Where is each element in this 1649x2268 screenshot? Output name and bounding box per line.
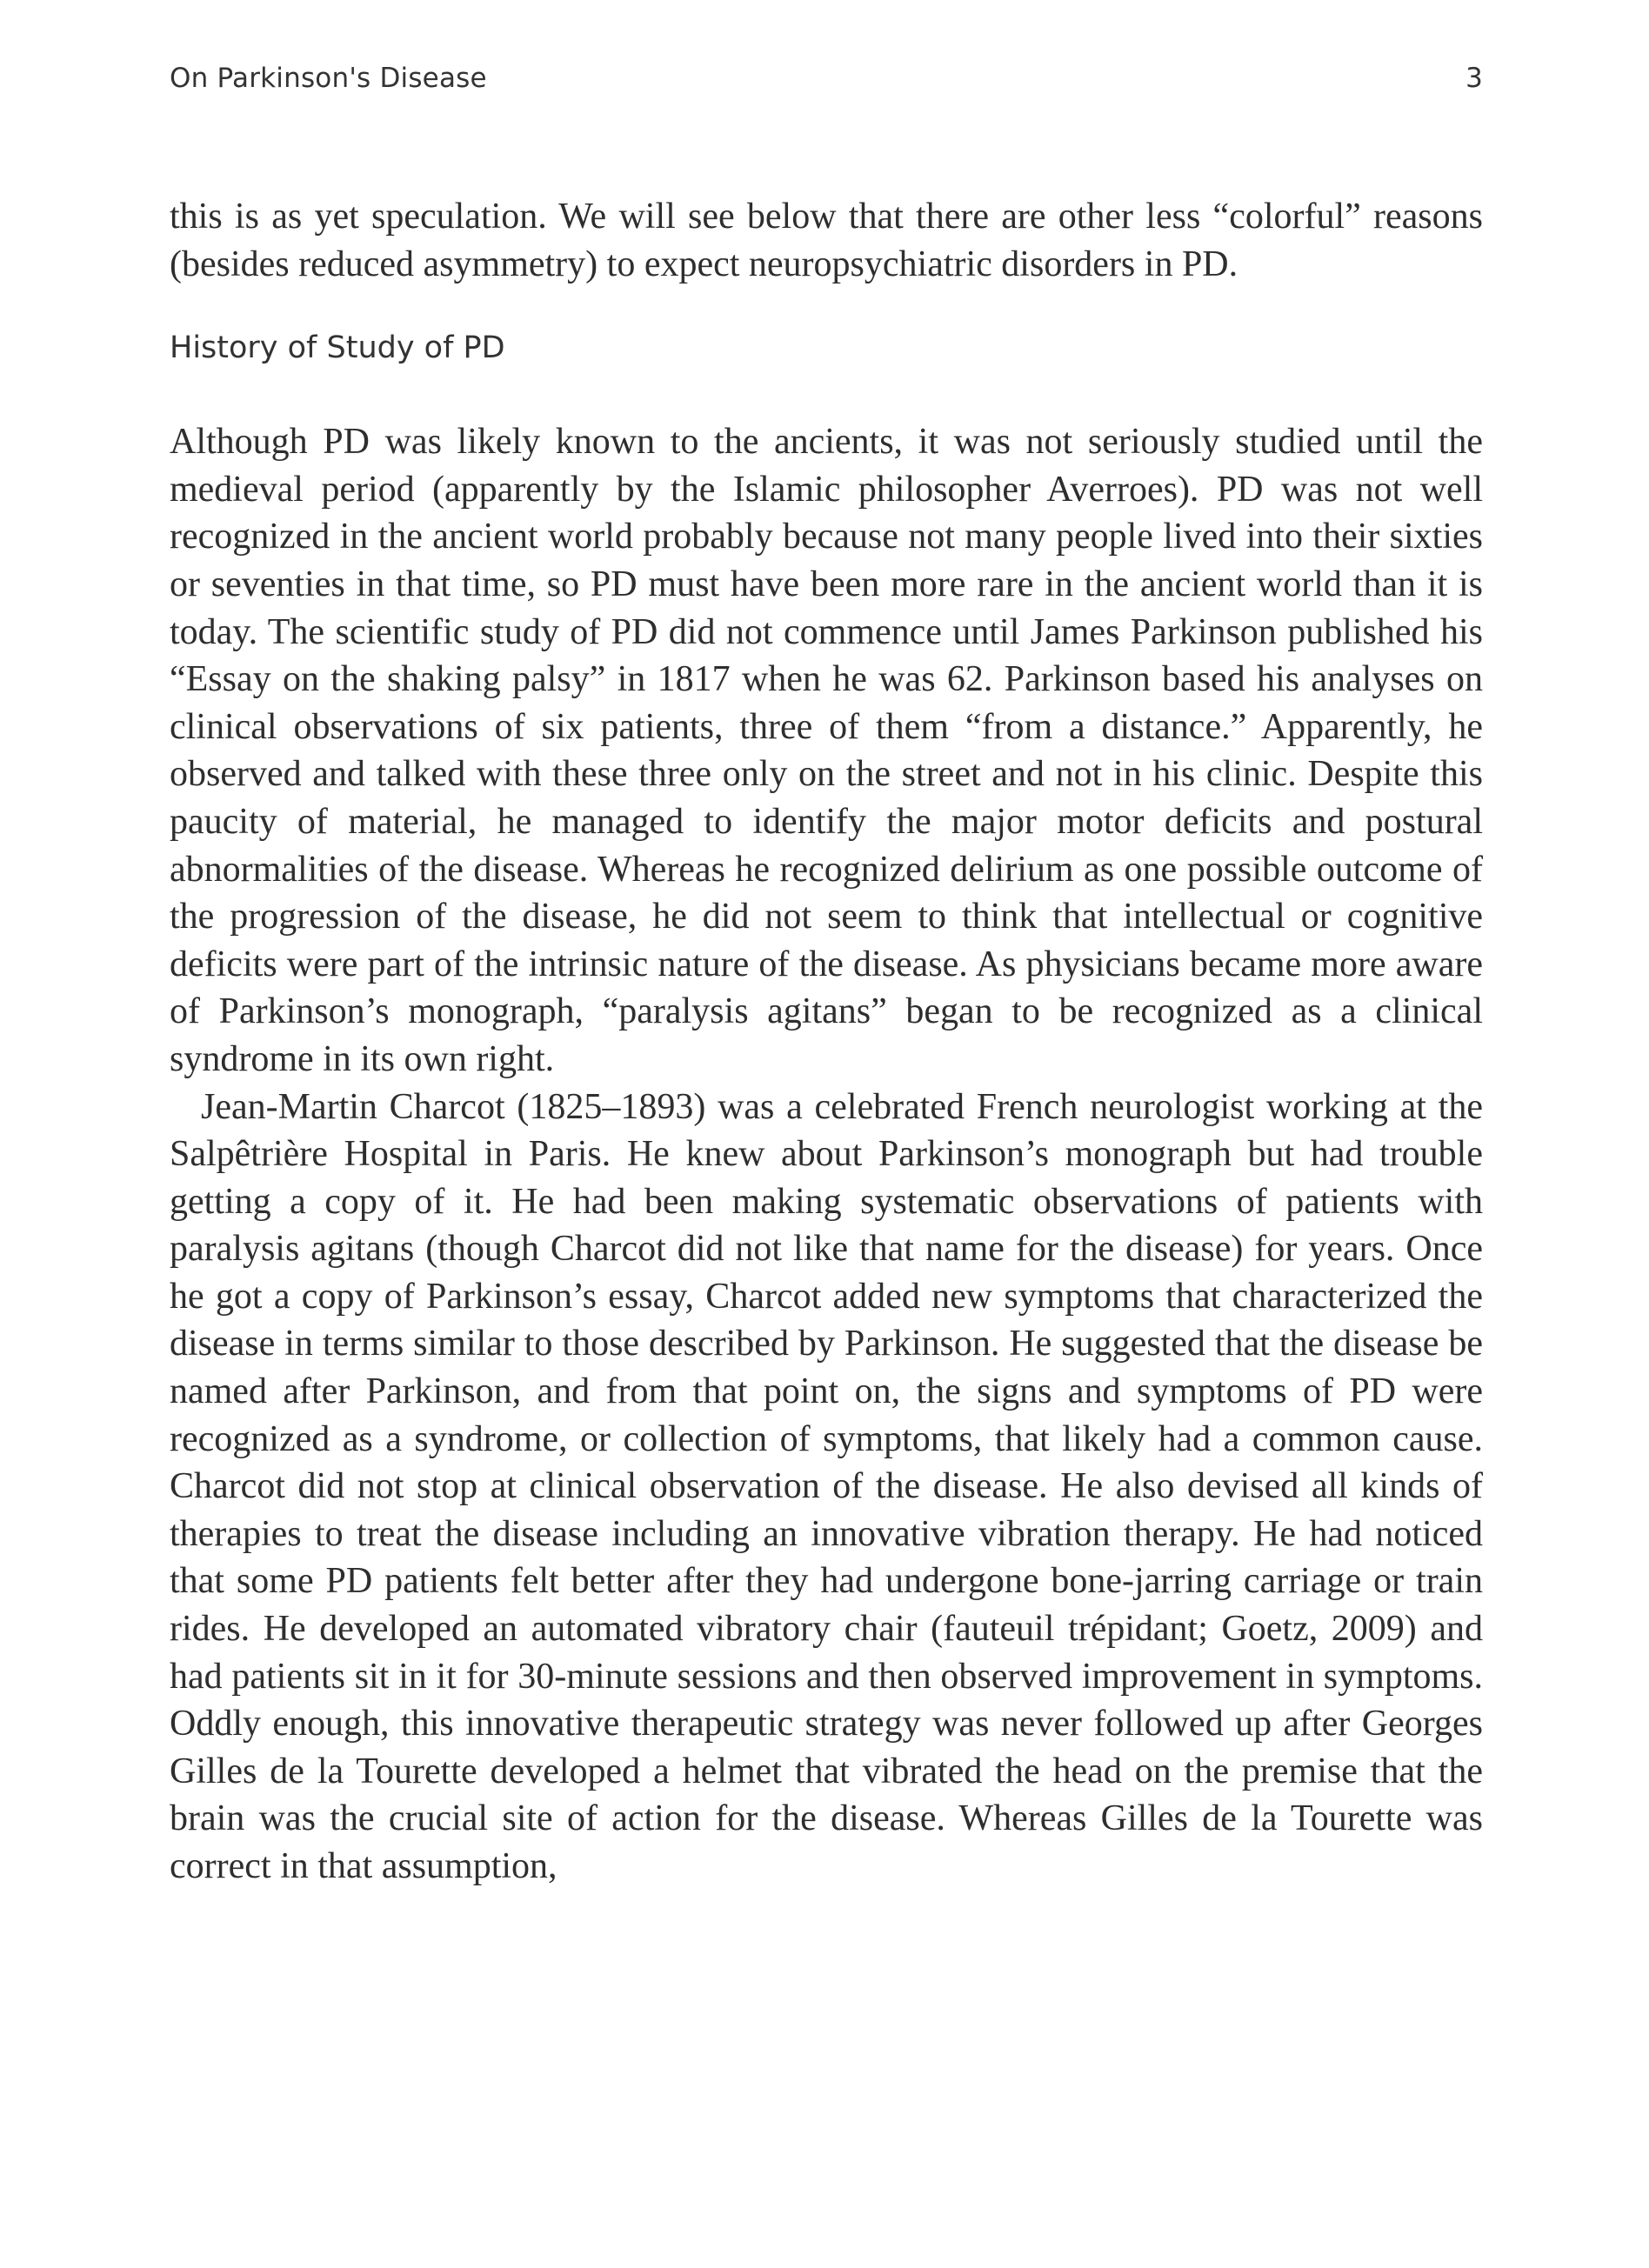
page-number: 3 bbox=[1465, 63, 1483, 94]
running-head-title: On Parkinson's Disease bbox=[170, 63, 487, 94]
section-heading: History of Study of PD bbox=[170, 330, 505, 366]
paragraph-history-1: Although PD was likely known to the ancients, it was not seriously studied until the medieval period (apparently by the Islamic philosopher Averroes). PD was not well recognized in the ancient world probably because not many people lived into their sixties or seventies in that time, so PD must have been more rare in the ancient world than it is today. The scientific study of PD did not commence until James Parkinson published his “Essay on the shaking palsy” in 1817 when he was 62. Parkinson based his analyses on clinical observations of six patients, three of them “from a distance.” Apparently, he observed and talked with these three only on the street and not in his clinic. Despite this paucity of material, he managed to identify the major motor deficits and postural abnormalities of the disease. Whereas he recognized delirium as one possible outcome of the progression of the disease, he did not seem to think that intellectual or cognitive deficits were part of the intrinsic nature of the disease. As physicians became more aware of Parkinson’s monograph, “paralysis agitans” began to be recognized as a clinical syndrome in its own right. bbox=[170, 422, 1483, 1079]
paragraph-history-2: Jean-Martin Charcot (1825–1893) was a celebrated French neurologist working at the Salpêtrière Hospital in Paris. He knew about Parkinson’s monograph but had trouble getting a copy of it. He had been making systematic observations of patients with paralysis agitans (though Charcot did not like that name for the disease) for years. Once he got a copy of Parkinson’s essay, Charcot added new symptoms that characterized the disease in terms similar to those described by Parkinson. He suggested that the disease be named after Parkinson, and from that point on, the signs and symptoms of PD were recognized as a syndrome, or collection of symptoms, that likely had a common cause. Charcot did not stop at clinical observation of the disease. He also devised all kinds of therapies to treat the disease including an innovative vibration therapy. He had noticed that some PD patients felt better after they had undergone bone-jarring carriage or train rides. He developed an automated vibratory chair (fauteuil trépidant; Goetz, 2009) and had patients sit in it for 30-minute sessions and then observed improvement in symptoms. Oddly enough, this innovative therapeutic strategy was never followed up after Georges Gilles de la Tourette developed a helmet that vibrated the head on the premise that the brain was the crucial site of action for the disease. Whereas Gilles de la Tourette was correct in that assumption, bbox=[170, 1086, 1483, 1886]
body-text bbox=[170, 193, 1483, 1891]
carryover-paragraph: this is as yet speculation. We will see below that there are other less “colorful” reasons (besides reduced asymmetry) to expect neuropsychiatric disorders in PD. bbox=[170, 197, 1483, 284]
